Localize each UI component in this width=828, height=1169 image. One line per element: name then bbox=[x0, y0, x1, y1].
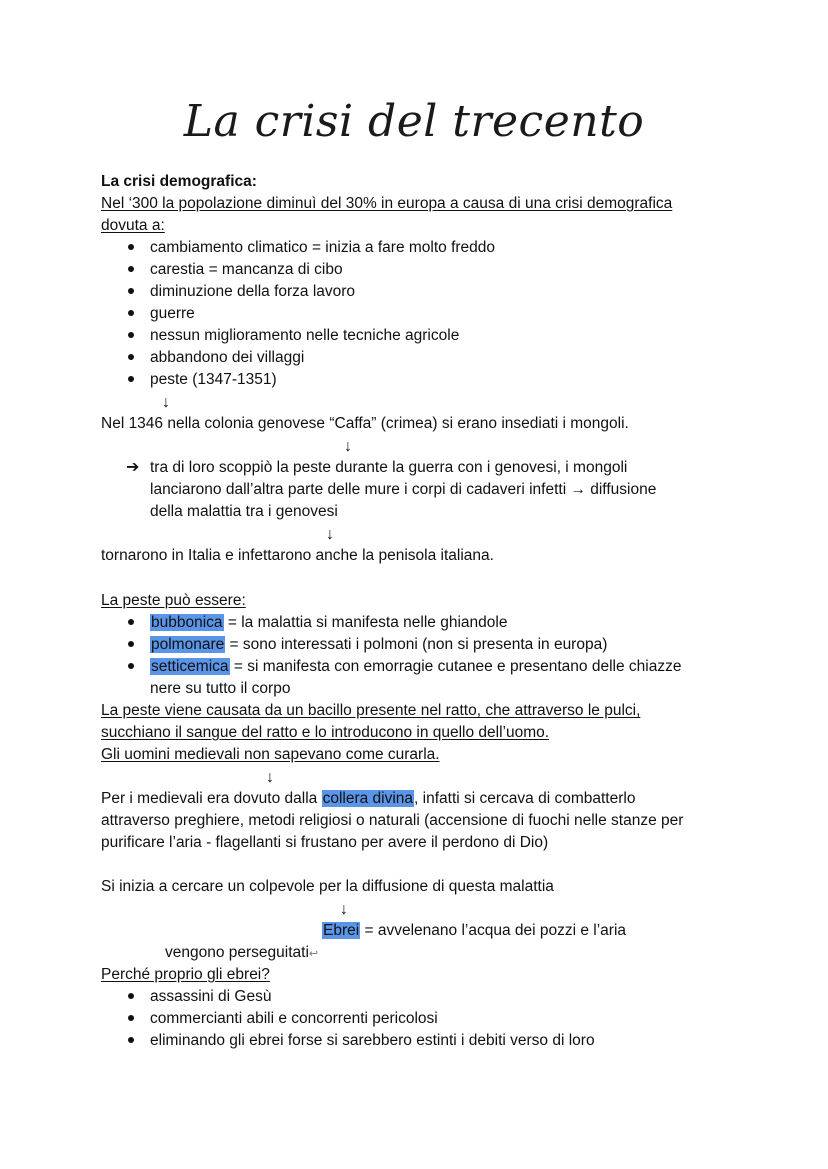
highlight-term: collera divina bbox=[322, 790, 414, 807]
list-item bbox=[150, 613, 507, 633]
bullet-icon bbox=[128, 332, 134, 338]
down-arrow-icon: ↓ bbox=[326, 526, 334, 543]
term-description: = si manifesta con emorragie cutanee e presentano delle chiazze bbox=[229, 658, 682, 675]
divine-line-3: purificare l’aria - flagellanti si frustano per avere il perdono di Dio) bbox=[101, 834, 549, 851]
list-item: carestia = mancanza di cibo bbox=[150, 261, 343, 278]
bullet-icon bbox=[128, 376, 134, 382]
list-item: diminuzione della forza lavoro bbox=[150, 283, 356, 300]
divine-line-1 bbox=[101, 789, 635, 809]
bullet-icon bbox=[128, 1015, 134, 1021]
divine-post: , infatti si cercava di combatterlo bbox=[414, 790, 636, 807]
highlight-term: setticemica bbox=[151, 658, 229, 675]
down-arrow-icon: ↓ bbox=[344, 438, 352, 455]
italy-line: tornarono in Italia e infettarono anche la penisola italiana. bbox=[101, 547, 494, 564]
bullet-icon bbox=[128, 619, 134, 625]
divine-pre: Per i medievali era dovuto dalla bbox=[101, 790, 322, 807]
list-item bbox=[150, 635, 607, 655]
list-item-continuation: nere su tutto il corpo bbox=[150, 680, 291, 697]
section-heading-plague-types: La peste può essere: bbox=[101, 592, 246, 609]
spread-line-2: lanciarono dall’altra parte delle mure i corpi di cadaveri infetti → diffusione bbox=[150, 481, 657, 498]
why-heading: Perché proprio gli ebrei? bbox=[101, 966, 270, 983]
bullet-icon bbox=[128, 993, 134, 999]
list-item: guerre bbox=[150, 305, 195, 322]
list-item: nessun miglioramento nelle tecniche agricole bbox=[150, 327, 460, 344]
caffa-line: Nel 1346 nella colonia genovese “Caffa” (crimea) si erano insediati i mongoli. bbox=[101, 415, 629, 432]
list-item: cambiamento climatico = inizia a fare molto freddo bbox=[150, 239, 496, 256]
jews-line bbox=[322, 921, 626, 941]
list-item: commercianti abili e concorrenti pericolosi bbox=[150, 1010, 438, 1027]
list-item: abbandono dei villaggi bbox=[150, 349, 305, 366]
cause-line-2: succhiano il sangue del ratto e lo introducono in quello dell’uomo. bbox=[101, 724, 550, 741]
highlight-term: polmonare bbox=[151, 636, 225, 653]
intro-line-1: Nel ‘300 la popolazione diminuì del 30% in europa a causa di una crisi demografica bbox=[101, 195, 673, 212]
list-item bbox=[150, 657, 681, 677]
down-arrow-icon: ↓ bbox=[162, 394, 170, 411]
return-mark-icon: ↩ bbox=[308, 948, 319, 960]
list-item: eliminando gli ebrei forse si sarebbero estinti i debiti verso di loro bbox=[150, 1032, 595, 1049]
bullet-icon bbox=[128, 310, 134, 316]
culprit-line: Si inizia a cercare un colpevole per la diffusione di questa malattia bbox=[101, 878, 554, 895]
persecuted-text: vengono perseguitati bbox=[165, 944, 309, 961]
intro-line-2: dovuta a: bbox=[101, 217, 165, 234]
persecuted-line bbox=[165, 943, 318, 964]
spread-line-3: della malattia tra i genovesi bbox=[150, 503, 338, 520]
down-arrow-icon: ↓ bbox=[266, 769, 274, 786]
cause-line-1: La peste viene causata da un bacillo presente nel ratto, che attraverso le pulci, bbox=[101, 702, 641, 719]
page-title: La crisi del trecento bbox=[183, 96, 645, 147]
divine-line-2: attraverso preghiere, metodi religiosi o naturali (accensione di fuochi nelle stanze per bbox=[101, 812, 684, 829]
cure-line: Gli uomini medievali non sapevano come curarla. bbox=[101, 746, 440, 763]
bullet-icon bbox=[128, 266, 134, 272]
bullet-icon bbox=[128, 1037, 134, 1043]
bullet-icon bbox=[128, 288, 134, 294]
list-item: assassini di Gesù bbox=[150, 988, 272, 1005]
bullet-icon bbox=[128, 663, 134, 669]
highlight-term: bubbonica bbox=[151, 614, 223, 631]
list-item: peste (1347-1351) bbox=[150, 371, 277, 388]
bullet-icon bbox=[128, 641, 134, 647]
bullet-icon bbox=[128, 354, 134, 360]
down-arrow-icon: ↓ bbox=[340, 901, 348, 918]
bullet-icon bbox=[128, 244, 134, 250]
spread-line-1: tra di loro scoppiò la peste durante la guerra con i genovesi, i mongoli bbox=[150, 459, 628, 476]
highlight-term: Ebrei bbox=[323, 922, 360, 939]
term-description: = sono interessati i polmoni (non si presenta in europa) bbox=[225, 636, 608, 653]
jews-description: = avvelenano l’acqua dei pozzi e l’aria bbox=[360, 922, 627, 939]
right-arrow-icon: ➔ bbox=[126, 459, 140, 476]
section-heading-demographic: La crisi demografica: bbox=[101, 173, 257, 190]
term-description: = la malattia si manifesta nelle ghiandole bbox=[223, 614, 508, 631]
